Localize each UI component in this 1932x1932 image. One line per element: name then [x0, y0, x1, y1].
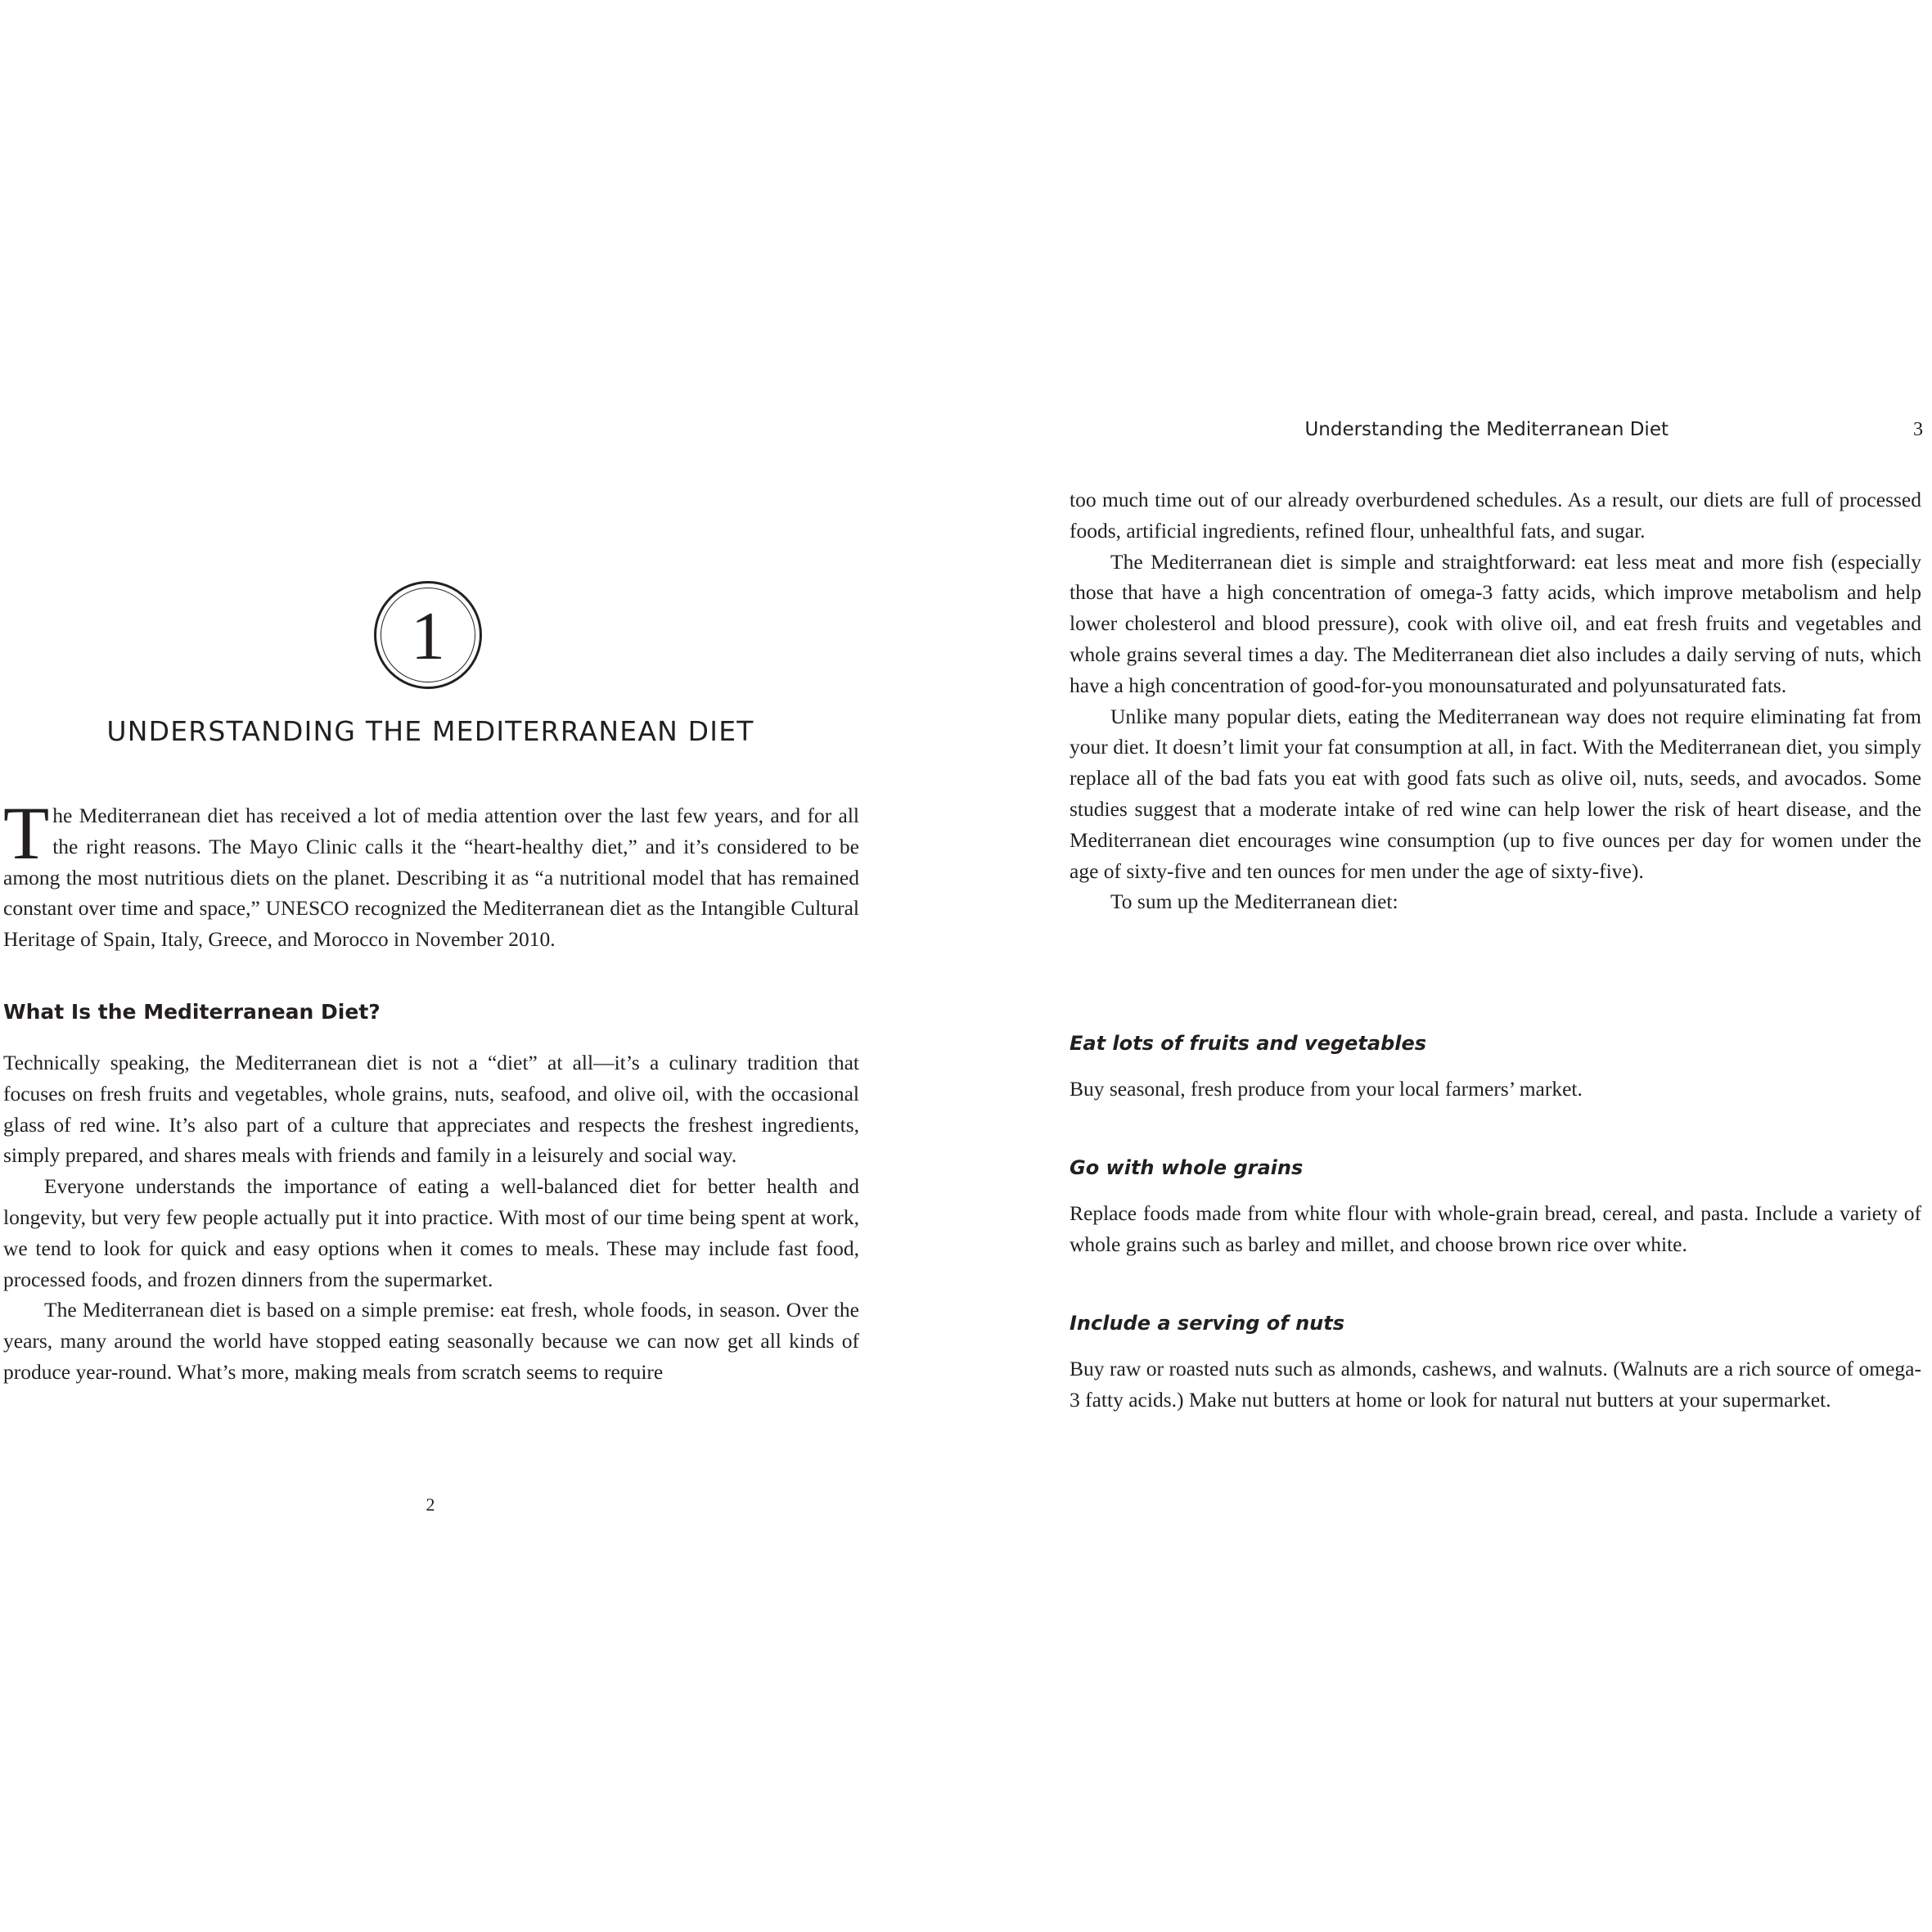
chapter-title: UNDERSTANDING THE MEDITERRANEAN DIET: [106, 715, 754, 747]
tip-text: Buy seasonal, fresh produce from your local farmers’ market.: [1070, 1077, 1583, 1101]
body-paragraph: To sum up the Mediterranean diet:: [1110, 889, 1398, 914]
tip-heading: Go with whole grains: [1070, 1156, 1304, 1179]
running-head-title: Understanding the Mediterranean Diet: [1304, 419, 1669, 440]
page-number: 2: [426, 1494, 435, 1515]
intro-text: he Mediterranean diet has received a lot of media attention over the last few years, and for all the right reasons. The Mayo Clinic calls it the “heart-healthy diet,” and it’s considered to be among the most nutritious diets on the planet. Describing it as “a nutritional model that has remained constant over time and space,” UNESCO recognized the Mediterranean diet as the Intangible Cultural Heritage of Spain, Italy, Greece, and Morocco in November 2010.: [3, 804, 859, 952]
body-paragraph: Unlike many popular diets, eating the Mediterranean way does not require eliminating fat from your diet. It doesn’t limit your fat consumption at all, in fact. With the Mediterranean diet, you simply replace all of the bad fats you eat with good fats such as olive oil, nuts, seeds, and avocados. Some studies suggest that a moderate intake of red wine can help lower the risk of heart disease, and the Mediterranean diet encourages wine consumption (up to five ounces per day for women under the age of sixty-five and ten ounces for men under the age of sixty-five).: [1070, 704, 1921, 883]
body-paragraph: Technically speaking, the Mediterranean diet is not a “diet” at all—it’s a culinary tradition that focuses on fresh fruits and vegetables, whole grains, nuts, seafood, and olive oil, with the occasional glass of red wine. It’s also part of a culture that appreciates and respects the freshest ingredients, simply prepared, and shares meals with friends and family in a leisurely and social way.: [3, 1051, 859, 1168]
chapter-number-badge: [374, 581, 482, 689]
intro-paragraph: [3, 791, 859, 955]
tip-text: Buy raw or roasted nuts such as almonds, cashews, and walnuts. (Walnuts are a rich source of omega-3 fatty acids.) Make nut butters at home or look for natural nut butters at your supermarket.: [1070, 1357, 1921, 1412]
page-number: 3: [1913, 419, 1923, 440]
tip-text: Replace foods made from white flour with whole-grain bread, cereal, and pasta. Include a variety of whole grains such as barley and millet, and choose brown rice over white.: [1070, 1201, 1921, 1256]
body-paragraph: Everyone understands the importance of eating a well-balanced diet for better health and longevity, but very few people actually put it into practice. With most of our time being spent at work, we tend to look for quick and easy options when it comes to meals. These may include fast food, processed foods, and frozen dinners from the supermarket.: [3, 1174, 859, 1291]
tip-block: [1070, 1309, 1921, 1416]
section-heading: What Is the Mediterranean Diet?: [3, 1000, 381, 1024]
chapter-number: 1: [411, 598, 445, 674]
body-paragraph: The Mediterranean diet is based on a simple premise: eat fresh, whole foods, in season. Over the years, many around the world have stopped eating seasonally because we can now get all kinds of produce year-round. What’s more, making meals from scratch seems to require: [3, 1298, 859, 1384]
drop-cap: T: [3, 791, 50, 875]
tip-heading: Eat lots of fruits and vegetables: [1070, 1032, 1427, 1055]
right-body-text: [1070, 484, 1921, 917]
body-paragraph: The Mediterranean diet is simple and straightforward: eat less meat and more fish (especially those that have a high concentration of omega-3 fatty acids, which improve metabolism and help lower cholesterol and blood pressure), cook with olive oil, and eat fresh fruits and vegetables and whole grains several times a day. The Mediterranean diet also includes a daily serving of nuts, which have a high concentration of good-for-you monounsaturated and polyunsaturated fats.: [1070, 549, 1921, 697]
left-page: [0, 0, 867, 1932]
right-page: [1060, 0, 1923, 1932]
tip-block: [1070, 1029, 1921, 1105]
body-paragraph: too much time out of our already overburdened schedules. As a result, our diets are full of processed foods, artificial ingredients, refined flour, unhealthful fats, and sugar.: [1070, 488, 1921, 543]
tip-block: [1070, 1154, 1921, 1260]
tip-heading: Include a serving of nuts: [1070, 1312, 1345, 1335]
section-body: [3, 1047, 859, 1388]
